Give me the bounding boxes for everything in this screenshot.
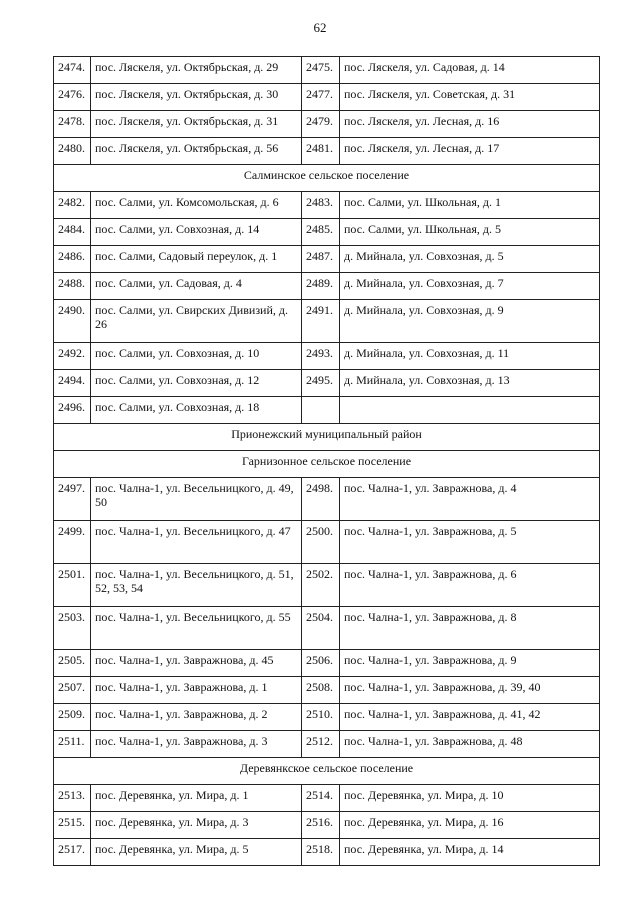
table-row: [54, 138, 600, 165]
address-cell: пос. Чална-1, ул. Завражнова, д. 4: [340, 478, 600, 521]
address-cell: пос. Салми, Садовый переулок, д. 1: [91, 246, 302, 273]
address-cell: пос. Деревянка, ул. Мира, д. 14: [340, 839, 600, 866]
row-number: 2487.: [302, 246, 340, 273]
address-cell: пос. Салми, ул. Школьная, д. 1: [340, 192, 600, 219]
row-number: 2512.: [302, 731, 340, 758]
address-cell: пос. Ляскеля, ул. Советская, д. 31: [340, 84, 600, 111]
row-number: 2486.: [54, 246, 91, 273]
row-number: 2494.: [54, 370, 91, 397]
address-cell: пос. Чална-1, ул. Завражнова, д. 45: [91, 650, 302, 677]
table-row: [54, 564, 600, 607]
row-number: 2474.: [54, 57, 91, 84]
address-cell: пос. Чална-1, ул. Завражнова, д. 9: [340, 650, 600, 677]
row-number: 2498.: [302, 478, 340, 521]
address-cell: пос. Ляскеля, ул. Лесная, д. 16: [340, 111, 600, 138]
page-number: 62: [313, 20, 327, 35]
table-row: [54, 343, 600, 370]
address-cell: пос. Ляскеля, ул. Октябрьская, д. 30: [91, 84, 302, 111]
address-cell: пос. Чална-1, ул. Завражнова, д. 3: [91, 731, 302, 758]
address-cell: [340, 397, 600, 424]
row-number: 2497.: [54, 478, 91, 521]
table-row: [54, 650, 600, 677]
address-cell: пос. Салми, ул. Свирских Дивизий, д. 26: [91, 300, 302, 343]
row-number: 2481.: [302, 138, 340, 165]
table-row: [54, 607, 600, 650]
row-number: 2489.: [302, 273, 340, 300]
table-row: [54, 397, 600, 424]
row-number: 2475.: [302, 57, 340, 84]
row-number: 2517.: [54, 839, 91, 866]
row-number: 2493.: [302, 343, 340, 370]
table-row: [54, 192, 600, 219]
address-cell: пос. Чална-1, ул. Завражнова, д. 41, 42: [340, 704, 600, 731]
address-cell: пос. Чална-1, ул. Завражнова, д. 1: [91, 677, 302, 704]
address-cell: пос. Деревянка, ул. Мира, д. 5: [91, 839, 302, 866]
address-cell: пос. Чална-1, ул. Весельницкого, д. 55: [91, 607, 302, 650]
row-number: 2503.: [54, 607, 91, 650]
address-cell: пос. Ляскеля, ул. Лесная, д. 17: [340, 138, 600, 165]
row-number: 2508.: [302, 677, 340, 704]
section-header-row: [54, 451, 600, 478]
row-number: 2509.: [54, 704, 91, 731]
row-number: 2484.: [54, 219, 91, 246]
row-number: 2491.: [302, 300, 340, 343]
row-number: 2480.: [54, 138, 91, 165]
address-cell: д. Мийнала, ул. Совхозная, д. 9: [340, 300, 600, 343]
table-row: [54, 677, 600, 704]
address-cell: пос. Салми, ул. Школьная, д. 5: [340, 219, 600, 246]
address-cell: пос. Чална-1, ул. Завражнова, д. 5: [340, 521, 600, 564]
row-number: 2505.: [54, 650, 91, 677]
row-number: 2479.: [302, 111, 340, 138]
address-cell: пос. Чална-1, ул. Завражнова, д. 8: [340, 607, 600, 650]
row-number: 2496.: [54, 397, 91, 424]
section-title: Салминское сельское поселение: [54, 165, 600, 192]
address-table: [53, 56, 600, 866]
table-row: [54, 521, 600, 564]
address-cell: пос. Чална-1, ул. Завражнова, д. 48: [340, 731, 600, 758]
address-cell: пос. Чална-1, ул. Завражнова, д. 6: [340, 564, 600, 607]
address-cell: д. Мийнала, ул. Совхозная, д. 13: [340, 370, 600, 397]
row-number: 2507.: [54, 677, 91, 704]
row-number: 2518.: [302, 839, 340, 866]
table-row: [54, 111, 600, 138]
section-header-row: [54, 165, 600, 192]
row-number: 2510.: [302, 704, 340, 731]
row-number: 2478.: [54, 111, 91, 138]
row-number: 2515.: [54, 812, 91, 839]
row-number: 2514.: [302, 785, 340, 812]
address-cell: пос. Ляскеля, ул. Октябрьская, д. 29: [91, 57, 302, 84]
row-number: 2495.: [302, 370, 340, 397]
table-row: [54, 785, 600, 812]
row-number: 2504.: [302, 607, 340, 650]
table-row: [54, 57, 600, 84]
row-number: 2483.: [302, 192, 340, 219]
address-cell: пос. Чална-1, ул. Весельницкого, д. 51, 52, 53, 54: [91, 564, 302, 607]
section-title: Деревянкское сельское поселение: [54, 758, 600, 785]
address-cell: пос. Салми, ул. Садовая, д. 4: [91, 273, 302, 300]
address-table-body: [54, 57, 600, 866]
address-cell: пос. Чална-1, ул. Завражнова, д. 2: [91, 704, 302, 731]
table-row: [54, 731, 600, 758]
table-row: [54, 273, 600, 300]
section-title: Прионежский муниципальный район: [54, 424, 600, 451]
row-number: 2488.: [54, 273, 91, 300]
address-cell: д. Мийнала, ул. Совхозная, д. 5: [340, 246, 600, 273]
row-number: 2499.: [54, 521, 91, 564]
row-number: 2501.: [54, 564, 91, 607]
address-cell: пос. Салми, ул. Совхозная, д. 18: [91, 397, 302, 424]
address-cell: пос. Ляскеля, ул. Октябрьская, д. 31: [91, 111, 302, 138]
address-cell: пос. Чална-1, ул. Весельницкого, д. 47: [91, 521, 302, 564]
table-row: [54, 478, 600, 521]
row-number: [302, 397, 340, 424]
row-number: 2490.: [54, 300, 91, 343]
address-cell: пос. Деревянка, ул. Мира, д. 1: [91, 785, 302, 812]
row-number: 2492.: [54, 343, 91, 370]
address-cell: пос. Чална-1, ул. Завражнова, д. 39, 40: [340, 677, 600, 704]
address-cell: пос. Деревянка, ул. Мира, д. 3: [91, 812, 302, 839]
row-number: 2516.: [302, 812, 340, 839]
address-cell: д. Мийнала, ул. Совхозная, д. 7: [340, 273, 600, 300]
table-row: [54, 300, 600, 343]
address-cell: пос. Деревянка, ул. Мира, д. 10: [340, 785, 600, 812]
row-number: 2500.: [302, 521, 340, 564]
row-number: 2513.: [54, 785, 91, 812]
section-header-row: [54, 758, 600, 785]
address-cell: пос. Деревянка, ул. Мира, д. 16: [340, 812, 600, 839]
table-row: [54, 370, 600, 397]
table-row: [54, 812, 600, 839]
address-cell: д. Мийнала, ул. Совхозная, д. 11: [340, 343, 600, 370]
table-row: [54, 219, 600, 246]
table-row: [54, 246, 600, 273]
row-number: 2476.: [54, 84, 91, 111]
section-header-row: [54, 424, 600, 451]
address-cell: пос. Чална-1, ул. Весельницкого, д. 49, 50: [91, 478, 302, 521]
address-cell: пос. Ляскеля, ул. Садовая, д. 14: [340, 57, 600, 84]
row-number: 2506.: [302, 650, 340, 677]
section-title: Гарнизонное сельское поселение: [54, 451, 600, 478]
address-cell: пос. Салми, ул. Комсомольская, д. 6: [91, 192, 302, 219]
row-number: 2477.: [302, 84, 340, 111]
row-number: 2502.: [302, 564, 340, 607]
address-cell: пос. Салми, ул. Совхозная, д. 12: [91, 370, 302, 397]
table-row: [54, 704, 600, 731]
row-number: 2482.: [54, 192, 91, 219]
row-number: 2485.: [302, 219, 340, 246]
address-cell: пос. Ляскеля, ул. Октябрьская, д. 56: [91, 138, 302, 165]
table-row: [54, 84, 600, 111]
table-row: [54, 839, 600, 866]
address-cell: пос. Салми, ул. Совхозная, д. 10: [91, 343, 302, 370]
row-number: 2511.: [54, 731, 91, 758]
address-cell: пос. Салми, ул. Совхозная, д. 14: [91, 219, 302, 246]
